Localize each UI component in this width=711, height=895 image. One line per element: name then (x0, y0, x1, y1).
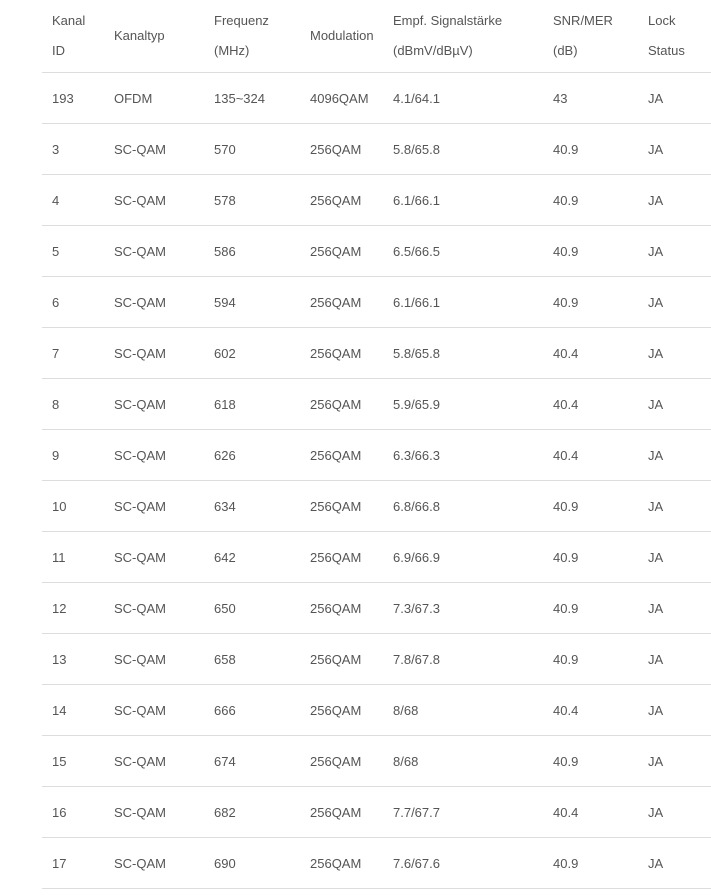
cell-signal-strength: 5.8/65.8 (383, 328, 543, 379)
cell-channel-id: 6 (42, 277, 104, 328)
cell-frequency: 634 (204, 481, 300, 532)
cell-snr-mer: 40.4 (543, 379, 638, 430)
cell-snr-mer: 40.9 (543, 583, 638, 634)
cell-modulation: 256QAM (300, 124, 383, 175)
cell-frequency: 594 (204, 277, 300, 328)
cell-channel-id: 4 (42, 175, 104, 226)
table-row (42, 532, 711, 583)
cell-lock-status: JA (638, 328, 711, 379)
header-frequency: Frequenz (MHz) (204, 0, 300, 73)
cell-signal-strength: 6.3/66.3 (383, 430, 543, 481)
cell-channel-type: SC-QAM (104, 532, 204, 583)
cell-lock-status: JA (638, 787, 711, 838)
cell-lock-status: JA (638, 379, 711, 430)
table-row (42, 787, 711, 838)
cell-snr-mer: 40.9 (543, 532, 638, 583)
cell-frequency: 658 (204, 634, 300, 685)
cell-modulation: 256QAM (300, 481, 383, 532)
cell-snr-mer: 40.4 (543, 787, 638, 838)
cell-frequency: 682 (204, 787, 300, 838)
cell-channel-type: SC-QAM (104, 736, 204, 787)
table-row (42, 277, 711, 328)
cell-signal-strength: 5.8/65.8 (383, 124, 543, 175)
header-channel-id: Kanal ID (42, 0, 104, 73)
cell-channel-id: 16 (42, 787, 104, 838)
cell-snr-mer: 40.9 (543, 481, 638, 532)
cell-lock-status: JA (638, 124, 711, 175)
cell-signal-strength: 6.1/66.1 (383, 277, 543, 328)
cell-snr-mer: 40.9 (543, 736, 638, 787)
header-lock-status: Lock Status (638, 0, 711, 73)
cell-signal-strength: 6.1/66.1 (383, 175, 543, 226)
cell-channel-type: SC-QAM (104, 481, 204, 532)
table-row (42, 634, 711, 685)
cell-modulation: 256QAM (300, 175, 383, 226)
cell-frequency: 650 (204, 583, 300, 634)
cell-modulation: 256QAM (300, 430, 383, 481)
cell-channel-type: SC-QAM (104, 328, 204, 379)
cell-modulation: 256QAM (300, 532, 383, 583)
cell-modulation: 256QAM (300, 838, 383, 889)
cell-channel-id: 11 (42, 532, 104, 583)
cell-snr-mer: 40.4 (543, 430, 638, 481)
cell-modulation: 256QAM (300, 787, 383, 838)
cell-modulation: 256QAM (300, 736, 383, 787)
cell-signal-strength: 4.1/64.1 (383, 73, 543, 124)
cell-snr-mer: 40.9 (543, 226, 638, 277)
cell-frequency: 690 (204, 838, 300, 889)
cell-modulation: 256QAM (300, 583, 383, 634)
cell-snr-mer: 43 (543, 73, 638, 124)
cell-lock-status: JA (638, 532, 711, 583)
cell-channel-type: SC-QAM (104, 430, 204, 481)
cell-frequency: 626 (204, 430, 300, 481)
cell-signal-strength: 8/68 (383, 685, 543, 736)
cell-channel-id: 10 (42, 481, 104, 532)
cell-channel-type: SC-QAM (104, 583, 204, 634)
cell-channel-id: 9 (42, 430, 104, 481)
cell-signal-strength: 6.9/66.9 (383, 532, 543, 583)
table-row (42, 124, 711, 175)
cell-lock-status: JA (638, 634, 711, 685)
cell-frequency: 618 (204, 379, 300, 430)
cell-snr-mer: 40.9 (543, 634, 638, 685)
cell-lock-status: JA (638, 226, 711, 277)
cell-lock-status: JA (638, 583, 711, 634)
cell-frequency: 578 (204, 175, 300, 226)
table-row (42, 379, 711, 430)
table-body (42, 73, 711, 889)
table-row (42, 73, 711, 124)
cell-snr-mer: 40.9 (543, 124, 638, 175)
cell-lock-status: JA (638, 736, 711, 787)
cell-modulation: 256QAM (300, 226, 383, 277)
cell-signal-strength: 7.3/67.3 (383, 583, 543, 634)
cell-channel-type: SC-QAM (104, 124, 204, 175)
cell-lock-status: JA (638, 685, 711, 736)
cell-signal-strength: 7.8/67.8 (383, 634, 543, 685)
cell-lock-status: JA (638, 277, 711, 328)
cell-lock-status: JA (638, 838, 711, 889)
table-row (42, 430, 711, 481)
cell-lock-status: JA (638, 73, 711, 124)
table-row (42, 583, 711, 634)
cell-frequency: 586 (204, 226, 300, 277)
table-header-row (42, 0, 711, 73)
cell-snr-mer: 40.9 (543, 175, 638, 226)
cell-modulation: 256QAM (300, 277, 383, 328)
header-signal-strength: Empf. Signalstärke (dBmV/dBµV) (383, 0, 543, 73)
cell-channel-id: 8 (42, 379, 104, 430)
cell-modulation: 256QAM (300, 328, 383, 379)
cell-channel-type: SC-QAM (104, 175, 204, 226)
cell-signal-strength: 5.9/65.9 (383, 379, 543, 430)
cell-snr-mer: 40.9 (543, 277, 638, 328)
cell-snr-mer: 40.4 (543, 328, 638, 379)
header-snr-mer: SNR/MER (dB) (543, 0, 638, 73)
cell-signal-strength: 6.5/66.5 (383, 226, 543, 277)
table-row (42, 328, 711, 379)
cell-channel-type: SC-QAM (104, 838, 204, 889)
cell-frequency: 602 (204, 328, 300, 379)
cell-signal-strength: 7.6/67.6 (383, 838, 543, 889)
cell-lock-status: JA (638, 175, 711, 226)
downstream-channel-table (42, 0, 711, 889)
cell-channel-type: SC-QAM (104, 634, 204, 685)
cell-channel-id: 193 (42, 73, 104, 124)
cell-modulation: 4096QAM (300, 73, 383, 124)
cell-channel-id: 12 (42, 583, 104, 634)
cell-modulation: 256QAM (300, 379, 383, 430)
cell-channel-type: SC-QAM (104, 379, 204, 430)
cell-signal-strength: 8/68 (383, 736, 543, 787)
cell-channel-id: 15 (42, 736, 104, 787)
cell-lock-status: JA (638, 430, 711, 481)
cell-snr-mer: 40.4 (543, 685, 638, 736)
header-channel-type: Kanaltyp (104, 0, 204, 73)
table-row (42, 481, 711, 532)
cell-modulation: 256QAM (300, 685, 383, 736)
cell-channel-id: 14 (42, 685, 104, 736)
cell-frequency: 135~324 (204, 73, 300, 124)
cell-channel-type: SC-QAM (104, 685, 204, 736)
table-row (42, 736, 711, 787)
cell-signal-strength: 7.7/67.7 (383, 787, 543, 838)
cell-channel-id: 5 (42, 226, 104, 277)
table-row (42, 175, 711, 226)
cell-channel-id: 13 (42, 634, 104, 685)
cell-modulation: 256QAM (300, 634, 383, 685)
cell-channel-type: OFDM (104, 73, 204, 124)
cell-signal-strength: 6.8/66.8 (383, 481, 543, 532)
table-row (42, 685, 711, 736)
cell-lock-status: JA (638, 481, 711, 532)
header-modulation: Modulation (300, 0, 383, 73)
cell-frequency: 674 (204, 736, 300, 787)
cell-channel-id: 3 (42, 124, 104, 175)
cell-channel-id: 7 (42, 328, 104, 379)
table-row (42, 838, 711, 889)
cell-channel-type: SC-QAM (104, 787, 204, 838)
cell-snr-mer: 40.9 (543, 838, 638, 889)
downstream-channel-table-container (42, 0, 711, 889)
cell-channel-type: SC-QAM (104, 226, 204, 277)
cell-frequency: 570 (204, 124, 300, 175)
cell-frequency: 642 (204, 532, 300, 583)
table-row (42, 226, 711, 277)
cell-channel-type: SC-QAM (104, 277, 204, 328)
cell-channel-id: 17 (42, 838, 104, 889)
cell-frequency: 666 (204, 685, 300, 736)
